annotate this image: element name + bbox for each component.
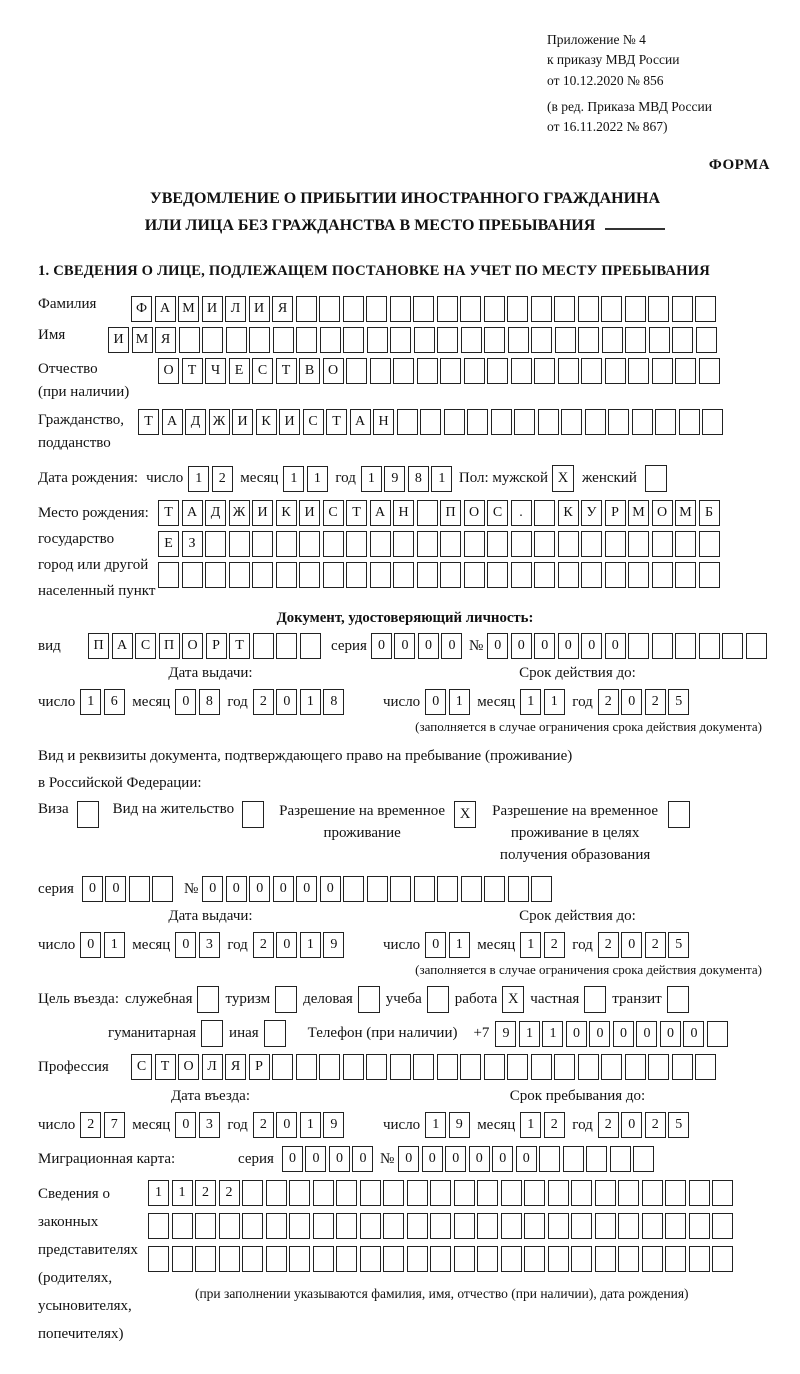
purpose-other-checkbox[interactable] — [264, 1020, 286, 1047]
birth-place-row2[interactable]: Е З — [158, 531, 722, 557]
sex-male-label: Пол: мужской — [458, 470, 549, 487]
title-underline — [605, 228, 665, 230]
purpose-option: деловая — [303, 986, 380, 1013]
given-name-label: Имя — [38, 327, 66, 344]
visa-option — [38, 801, 99, 828]
migration-series-boxes[interactable]: 0 0 0 0 — [282, 1146, 376, 1172]
rvp-series-boxes[interactable]: 0 0 — [82, 876, 176, 902]
form-title — [38, 186, 772, 239]
annex-reference — [547, 30, 772, 137]
migration-series-label: серия — [238, 1150, 274, 1167]
stay-year-boxes[interactable]: 2 0 2 5 — [598, 1112, 692, 1138]
amend-line: от 16.11.2022 № 867) — [547, 119, 668, 134]
rvp-issue-date: число 0 1 месяц 0 3 год 2 0 1 9 — [38, 932, 383, 958]
purpose-label: Цель въезда: — [38, 991, 119, 1008]
birth-month-boxes[interactable]: 1 1 — [283, 466, 330, 492]
birth-date-label: Дата рождения: — [38, 470, 139, 487]
sex-female-checkbox[interactable] — [645, 465, 667, 492]
rvp-label: Разрешение на временное проживание — [279, 803, 446, 841]
doc-kind-boxes[interactable]: П А С П О Р Т — [88, 633, 323, 659]
purpose-option: туризм — [225, 986, 297, 1013]
entry-day-boxes[interactable]: 2 7 — [80, 1112, 127, 1138]
forma-label: ФОРМА — [708, 157, 770, 174]
doc-number-label: № — [468, 637, 484, 654]
rvp-valid-day-boxes[interactable]: 0 1 — [425, 932, 472, 958]
stay-until-date: число 1 9 месяц 1 2 год 2 0 2 5 — [383, 1112, 772, 1138]
doc-issue-year-boxes[interactable]: 2 0 1 8 — [253, 689, 347, 715]
purpose-humanitarian-checkbox[interactable] — [201, 1020, 223, 1047]
doc-valid-heading: Срок действия до: — [519, 665, 636, 682]
form-title-line2: ИЛИ ЛИЦА БЕЗ ГРАЖДАНСТВА В МЕСТО ПРЕБЫВАНИЯ — [38, 213, 772, 239]
citizenship-label: Гражданство, подданство — [38, 412, 125, 452]
patronymic-label: Отчество (при наличии) — [38, 361, 130, 401]
rvp-valid-year-boxes[interactable]: 2 0 2 5 — [598, 932, 692, 958]
doc-issue-heading: Дата выдачи: — [168, 665, 253, 682]
purpose-option: транзит — [612, 986, 688, 1013]
rvp-checkbox[interactable]: X — [454, 801, 476, 828]
doc-issue-day-boxes[interactable]: 1 6 — [80, 689, 127, 715]
representatives-boxes — [148, 1180, 736, 1302]
purpose-option: учеба — [386, 986, 449, 1013]
entry-date-heading: Дата въезда: — [170, 1088, 251, 1105]
purpose-study-checkbox[interactable] — [427, 986, 449, 1013]
rvp-validity-note: (заполняется в случае ограничения срока действия документа) — [415, 962, 762, 978]
profession-label: Профессия — [38, 1058, 109, 1075]
rvp-issue-day-boxes[interactable]: 0 1 — [80, 932, 127, 958]
entry-year-boxes[interactable]: 2 0 1 9 — [253, 1112, 347, 1138]
purpose-option: служебная — [125, 986, 220, 1013]
rvp-number-label: № — [183, 880, 199, 897]
purpose-official-checkbox[interactable] — [197, 986, 219, 1013]
citizenship-boxes[interactable]: Т А Д Ж И К И С Т А Н — [138, 409, 726, 435]
representatives-row3[interactable] — [148, 1246, 736, 1272]
stay-until-heading: Срок пребывания до: — [509, 1088, 646, 1105]
residence-permit-option — [113, 801, 264, 828]
patronymic-boxes[interactable]: О Т Ч Е С Т В О — [158, 358, 722, 384]
rvp-issue-year-boxes[interactable]: 2 0 1 9 — [253, 932, 347, 958]
doc-series-boxes[interactable]: 0 0 0 0 — [371, 633, 465, 659]
purpose-option: частная — [530, 986, 606, 1013]
birth-place-row3[interactable] — [158, 562, 722, 588]
birth-place-row1[interactable]: Т А Д Ж И К И С Т А Н П О С . К У Р М О М Б — [158, 500, 722, 526]
day-label: число — [146, 470, 184, 487]
year-label: год — [335, 470, 356, 487]
visa-checkbox[interactable] — [77, 801, 99, 828]
rvp-option — [278, 801, 476, 845]
form-title-line1: УВЕДОМЛЕНИЕ О ПРИБЫТИИ ИНОСТРАННОГО ГРАЖДАНИНА — [149, 190, 661, 208]
rvp-valid-month-boxes[interactable]: 1 2 — [520, 932, 567, 958]
purpose-work-checkbox[interactable]: X — [502, 986, 524, 1013]
rvp-valid-heading: Срок действия до: — [519, 908, 636, 925]
migration-number-label: № — [379, 1150, 395, 1167]
identity-doc-heading: Документ, удостоверяющий личность: — [276, 610, 534, 627]
visa-label: Виза — [38, 801, 69, 818]
rvp-issue-heading: Дата выдачи: — [168, 908, 253, 925]
rvp-valid-date: число 0 1 месяц 1 2 год 2 0 2 5 — [383, 932, 772, 958]
rvp-edu-label: Разрешение на временное проживание в целях получения образования — [492, 803, 659, 863]
phone-boxes[interactable]: 9 1 1 0 0 0 0 0 0 — [495, 1021, 730, 1047]
entry-date: число 2 7 месяц 0 3 год 2 0 1 9 — [38, 1112, 383, 1138]
doc-series-label: серия — [331, 637, 367, 654]
rvp-issue-month-boxes[interactable]: 0 3 — [175, 932, 222, 958]
birth-place-boxes — [158, 500, 722, 593]
profession-boxes[interactable]: С Т О Л Я Р — [131, 1054, 719, 1080]
doc-valid-date: число 0 1 месяц 1 1 год 2 0 2 5 — [383, 689, 772, 715]
phone-label: Телефон (при наличии) — [307, 1025, 458, 1042]
doc-valid-month-boxes[interactable]: 1 1 — [520, 689, 567, 715]
representatives-row1[interactable]: 1 1 2 2 — [148, 1180, 736, 1206]
representatives-label: Сведения о законных представителях (родителях, усыновителях, попечителях) — [38, 1186, 138, 1343]
entry-month-boxes[interactable]: 0 3 — [175, 1112, 222, 1138]
doc-validity-note: (заполняется в случае ограничения срока действия документа) — [415, 719, 762, 735]
representatives-row2[interactable] — [148, 1213, 736, 1239]
doc-issue-date: число 1 6 месяц 0 8 год 2 0 1 8 — [38, 689, 383, 715]
rvp-number-boxes[interactable]: 0 0 0 0 0 0 — [202, 876, 555, 902]
residence-permit-label: Вид на жительство — [112, 801, 235, 818]
representatives-note: (при заполнении указываются фамилия, имя, отчество (при наличии), дата рождения) — [194, 1286, 689, 1302]
purpose-option: работа X — [455, 986, 525, 1013]
purpose-private-checkbox[interactable] — [584, 986, 606, 1013]
migration-card-label: Миграционная карта: — [38, 1150, 176, 1167]
birth-place-label: Место рождения: государство город или другой населенный пункт — [38, 505, 156, 600]
given-name-boxes[interactable]: И М Я — [108, 327, 719, 353]
doc-valid-year-boxes[interactable]: 2 0 2 5 — [598, 689, 692, 715]
birth-day-boxes[interactable]: 1 2 — [188, 466, 235, 492]
purpose-option: иная — [229, 1020, 286, 1047]
residence-doc-intro: Вид и реквизиты документа, подтверждающего право на пребывание (проживание) в Российской Федерации: — [38, 748, 573, 792]
birth-year-boxes[interactable]: 1 9 8 1 — [361, 466, 455, 492]
residence-permit-checkbox[interactable] — [242, 801, 264, 828]
purpose-tourism-checkbox[interactable] — [275, 986, 297, 1013]
section1-heading: 1. СВЕДЕНИЯ О ЛИЦЕ, ПОДЛЕЖАЩЕМ ПОСТАНОВКЕ НА УЧЕТ ПО МЕСТУ ПРЕБЫВАНИЯ — [38, 263, 710, 280]
doc-number-boxes[interactable]: 0 0 0 0 0 0 — [487, 633, 769, 659]
annex-line: к приказу МВД России — [547, 52, 680, 68]
surname-boxes[interactable]: Ф А М И Л И Я — [131, 296, 719, 322]
sex-male-checkbox[interactable]: X — [552, 465, 574, 492]
sex-female-label: женский — [582, 470, 637, 487]
rvp-edu-option — [490, 801, 690, 866]
purpose-business-checkbox[interactable] — [358, 986, 380, 1013]
annex-line: Приложение № 4 — [547, 32, 646, 47]
doc-kind-label: вид — [38, 637, 61, 654]
rvp-series-label: серия — [38, 880, 74, 897]
purpose-transit-checkbox[interactable] — [667, 986, 689, 1013]
month-label: месяц — [240, 470, 279, 487]
annex-line: от 10.12.2020 № 856 — [547, 72, 664, 88]
stay-month-boxes[interactable]: 1 2 — [520, 1112, 567, 1138]
rvp-edu-checkbox[interactable] — [668, 801, 690, 828]
migration-number-boxes[interactable]: 0 0 0 0 0 0 — [398, 1146, 657, 1172]
surname-label: Фамилия — [38, 296, 97, 313]
amend-line: (в ред. Приказа МВД России — [547, 98, 712, 114]
purpose-option: гуманитарная — [108, 1020, 223, 1047]
doc-issue-month-boxes[interactable]: 0 8 — [175, 689, 222, 715]
stay-day-boxes[interactable]: 1 9 — [425, 1112, 472, 1138]
phone-prefix: +7 — [473, 1025, 490, 1042]
doc-valid-day-boxes[interactable]: 0 1 — [425, 689, 472, 715]
